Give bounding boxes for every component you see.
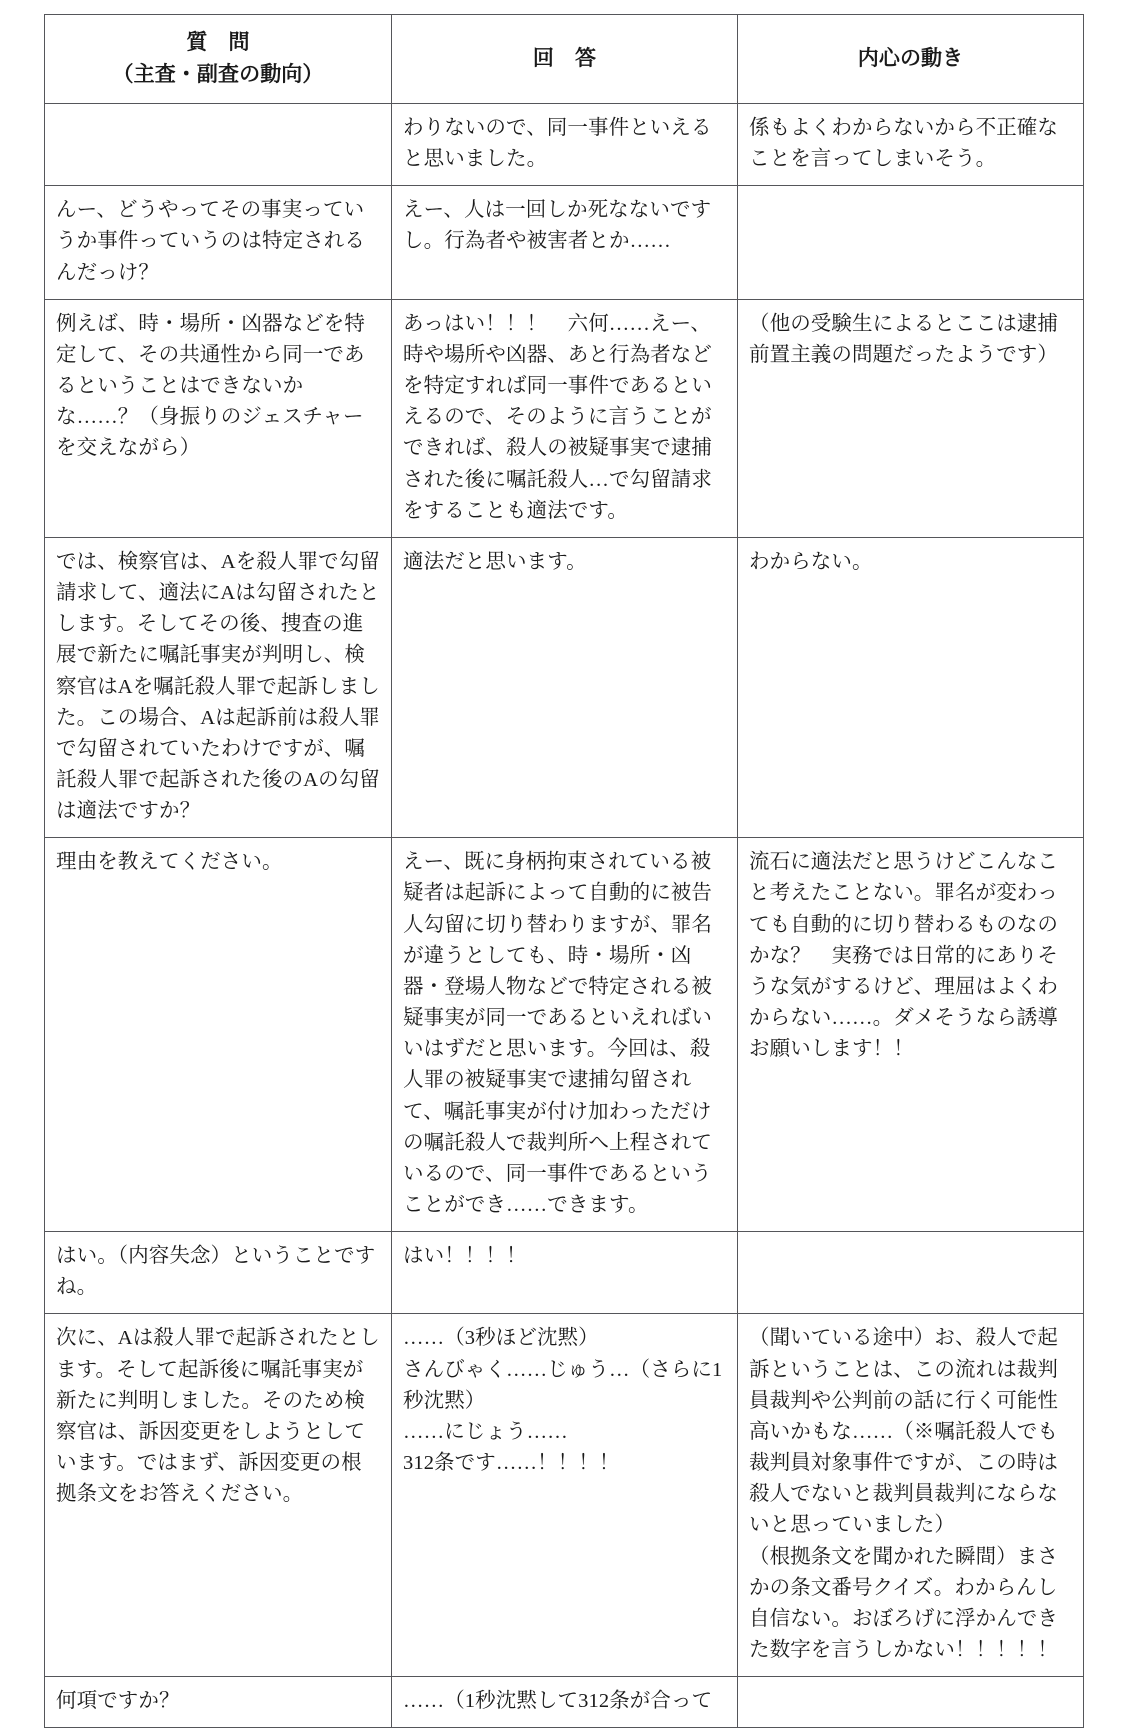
cell-answer: [392, 838, 738, 1232]
answer-text: えー、既に身柄拘束されている被疑者は起訴によって自動的に被告人勾留に切り替わりますが、罪名が違うとしても、時・場所・凶器・登場人物などで特定される被疑事実が同一であるといえればいいはずだと思います。今回は、殺人罪の被疑事実で逮捕勾留されて、嘱託事実が付け加わっただけの嘱託殺人で裁判所へ上程されているので、同一事件であるということができ……できます。: [403, 851, 712, 1216]
table-row: [45, 186, 1084, 299]
table-header: [45, 15, 1084, 104]
cell-inner: [738, 838, 1084, 1232]
table-row: [45, 299, 1084, 537]
column-header-inner: 内心の動き: [738, 15, 1084, 104]
cell-question: [45, 1677, 392, 1728]
answer-text: わりないので、同一事件といえると思いました。: [403, 117, 712, 171]
question-text: 理由を教えてください。: [56, 851, 283, 874]
cell-inner: [738, 186, 1084, 299]
cell-question: [45, 1314, 392, 1677]
cell-question: [45, 838, 392, 1232]
cell-answer: [392, 1314, 738, 1677]
table-row: [45, 537, 1084, 837]
table-row: [45, 1232, 1084, 1314]
cell-answer: [392, 1677, 738, 1728]
cell-inner: [738, 1677, 1084, 1728]
cell-answer: [392, 104, 738, 186]
answer-text: はい！！！！: [403, 1245, 527, 1268]
cell-inner: [738, 104, 1084, 186]
cell-inner: [738, 537, 1084, 837]
answer-text: ……（3秒ほど沈黙） さんびゃく……じゅう…（さらに1秒沈黙） ……にじょう…… 312条です……！！！！: [403, 1327, 723, 1475]
cell-answer: [392, 537, 738, 837]
inner-text: 係もよくわからないから不正確なことを言ってしまいそう。: [749, 117, 1058, 171]
cell-question: [45, 1232, 392, 1314]
table-row: [45, 838, 1084, 1232]
interview-transcript-table: [44, 14, 1084, 1728]
question-text: 例えば、時・場所・凶器などを特定して、その共通性から同一であるということはできないかな……？（身振りのジェスチャーを交えながら）: [56, 312, 365, 460]
table-body: [45, 104, 1084, 1728]
question-text: 何項ですか？: [56, 1690, 180, 1713]
cell-answer: [392, 186, 738, 299]
question-text: 次に、Aは殺人罪で起訴されたとします。そして起訴後に嘱託事実が新たに判明しました。そのため検察官は、訴因変更をしようとしています。ではまず、訴因変更の根拠条文をお答えください。: [56, 1327, 380, 1506]
question-text: では、検察官は、Aを殺人罪で勾留請求して、適法にAは勾留されたとします。そしてその後、捜査の進展で新たに嘱託事実が判明し、検察官はAを嘱託殺人罪で起訴しました。この場合、Aは起訴前は殺人罪で勾留されていたわけですが、嘱託殺人罪で起訴された後のAの勾留は適法ですか？: [56, 550, 380, 823]
table-header-row: [45, 15, 1084, 104]
cell-inner: [738, 1314, 1084, 1677]
cell-question: [45, 186, 392, 299]
inner-text: わからない。: [749, 550, 873, 573]
cell-question: [45, 104, 392, 186]
cell-answer: [392, 1232, 738, 1314]
inner-text: 流石に適法だと思うけどこんなこと考えたことない。罪名が変わっても自動的に切り替わるものなのかな？ 実務では日常的にありそうな気がするけど、理屈はよくわからない……。ダメそうなら誘導お願いします！！: [749, 851, 1058, 1061]
column-header-answer: 回 答: [392, 15, 738, 104]
inner-text: （聞いている途中）お、殺人で起訴ということは、この流れは裁判員裁判や公判前の話に行く可能性高いかもな……（※嘱託殺人でも裁判員対象事件ですが、この時は殺人でないと裁判員裁判にならないと思っていました） （根拠条文を聞かれた瞬間）まさかの条文番号クイズ。わからんし自信ない。おぼろげに浮かんできた数字を言うしかない！！！！！: [749, 1327, 1058, 1662]
table-row: [45, 104, 1084, 186]
table-row: [45, 1314, 1084, 1677]
question-text: んー、どうやってその事実っていうか事件っていうのは特定されるんだっけ？: [56, 199, 365, 284]
answer-text: ……（1秒沈黙して312条が合って: [403, 1690, 713, 1713]
answer-text: あっはい！！！ 六何……えー、時や場所や凶器、あと行為者などを特定すれば同一事件であるといえるので、そのように言うことができれば、殺人の被疑事実で逮捕された後に嘱託殺人…で勾留請求をすることも適法です。: [403, 312, 712, 522]
question-text: はい。（内容失念）ということですね。: [56, 1245, 376, 1299]
column-header-question: 質 問 （主査・副査の動向）: [45, 15, 392, 104]
inner-text: （他の受験生によるとここは逮捕前置主義の問題だったようです）: [749, 312, 1058, 366]
answer-text: えー、人は一回しか死なないですし。行為者や被害者とか……: [403, 199, 712, 253]
answer-text: 適法だと思います。: [403, 550, 587, 573]
cell-inner: [738, 299, 1084, 537]
table-row: [45, 1677, 1084, 1728]
cell-question: [45, 537, 392, 837]
cell-inner: [738, 1232, 1084, 1314]
cell-question: [45, 299, 392, 537]
cell-answer: [392, 299, 738, 537]
